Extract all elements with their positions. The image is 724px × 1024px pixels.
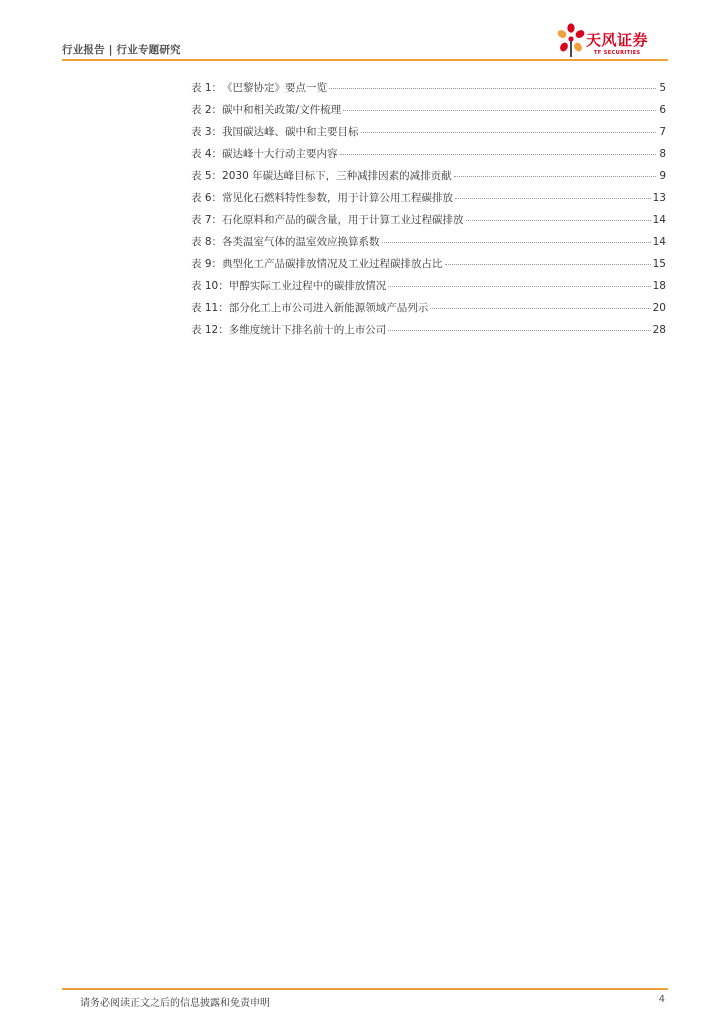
toc-title: 甲醇实际工业过程中的碳排放情况	[228, 280, 387, 292]
toc-entry[interactable]	[191, 300, 666, 322]
header-divider	[62, 59, 668, 61]
toc-leader-dots	[430, 307, 650, 309]
toc-title: 《巴黎协定》要点一览	[222, 82, 328, 94]
toc-page-number: 18	[652, 280, 666, 292]
toc-title: 石化原料和产品的碳含量，用于计算工业过程碳排放	[222, 214, 464, 226]
toc-page-number: 14	[652, 214, 666, 226]
toc-entry[interactable]	[191, 168, 666, 190]
toc-entry[interactable]	[191, 212, 666, 234]
toc-title: 碳达峰十大行动主要内容	[222, 148, 338, 160]
toc-leader-dots	[454, 175, 656, 177]
toc-label: 表 4：	[191, 148, 223, 160]
toc-entry[interactable]	[191, 80, 666, 102]
toc-title: 我国碳达峰、碳中和主要目标	[222, 126, 359, 138]
toc-entry[interactable]	[191, 124, 666, 146]
toc-label: 表 1：	[191, 82, 223, 94]
toc-label: 表 6：	[191, 192, 223, 204]
toc-page-number: 15	[652, 258, 666, 270]
toc-leader-dots	[382, 241, 651, 243]
toc-leader-dots	[340, 153, 656, 155]
toc-entry[interactable]	[191, 102, 666, 124]
toc-entry[interactable]	[191, 146, 666, 168]
toc-title: 典型化工产品碳排放情况及工业过程碳排放占比	[222, 258, 443, 270]
page-header	[62, 0, 668, 60]
toc-label: 表 7：	[191, 214, 223, 226]
toc-leader-dots	[361, 131, 656, 133]
toc-label: 表 9：	[191, 258, 223, 270]
toc-label: 表 8：	[191, 236, 223, 248]
logo-name-cn: 天风证券	[586, 31, 649, 49]
toc-entry[interactable]	[191, 278, 666, 300]
toc-title: 多维度统计下排名前十的上市公司	[228, 324, 387, 336]
toc-leader-dots	[466, 219, 651, 221]
toc-page-number: 28	[652, 324, 666, 336]
report-category: 行业报告 | 行业专题研究	[62, 44, 181, 56]
toc-title: 2030 年碳达峰目标下，三种减排因素的减排贡献	[222, 170, 452, 182]
toc-title: 碳中和相关政策/文件梳理	[222, 104, 342, 116]
toc-leader-dots	[388, 329, 650, 331]
toc-leader-dots	[388, 285, 650, 287]
footer-page-number: 4	[658, 994, 665, 1005]
footer-divider	[62, 988, 668, 990]
footer-disclaimer: 请务必阅读正文之后的信息披露和免责申明	[80, 998, 270, 1009]
toc-page-number: 5	[659, 82, 666, 94]
toc-label: 表 10：	[191, 280, 229, 292]
toc-title: 各类温室气体的温室效应换算系数	[222, 236, 380, 248]
logo-flower-icon	[556, 23, 586, 59]
toc-leader-dots	[445, 263, 651, 265]
toc-label: 表 11：	[191, 302, 229, 314]
toc-page-number: 13	[652, 192, 666, 204]
toc-entry[interactable]	[191, 190, 666, 212]
table-of-contents	[191, 80, 666, 344]
toc-leader-dots	[343, 109, 656, 111]
toc-label: 表 12：	[191, 324, 229, 336]
toc-label: 表 3：	[191, 126, 223, 138]
toc-title: 常见化石燃料特性参数，用于计算公用工程碳排放	[222, 192, 454, 204]
toc-page-number: 20	[652, 302, 666, 314]
toc-page-number: 8	[659, 148, 666, 160]
toc-page-number: 14	[652, 236, 666, 248]
toc-entry[interactable]	[191, 322, 666, 344]
toc-leader-dots	[329, 87, 656, 89]
toc-label: 表 5：	[191, 170, 223, 182]
company-logo	[556, 23, 668, 59]
toc-leader-dots	[455, 197, 651, 199]
toc-page-number: 9	[659, 170, 666, 182]
toc-entry[interactable]	[191, 256, 666, 278]
toc-title: 部分化工上市公司进入新能源领域产品列示	[228, 302, 429, 314]
toc-entry[interactable]	[191, 234, 666, 256]
logo-name-en: TF SECURITIES	[594, 50, 641, 56]
toc-page-number: 7	[659, 126, 666, 138]
toc-page-number: 6	[659, 104, 666, 116]
toc-label: 表 2：	[191, 104, 223, 116]
